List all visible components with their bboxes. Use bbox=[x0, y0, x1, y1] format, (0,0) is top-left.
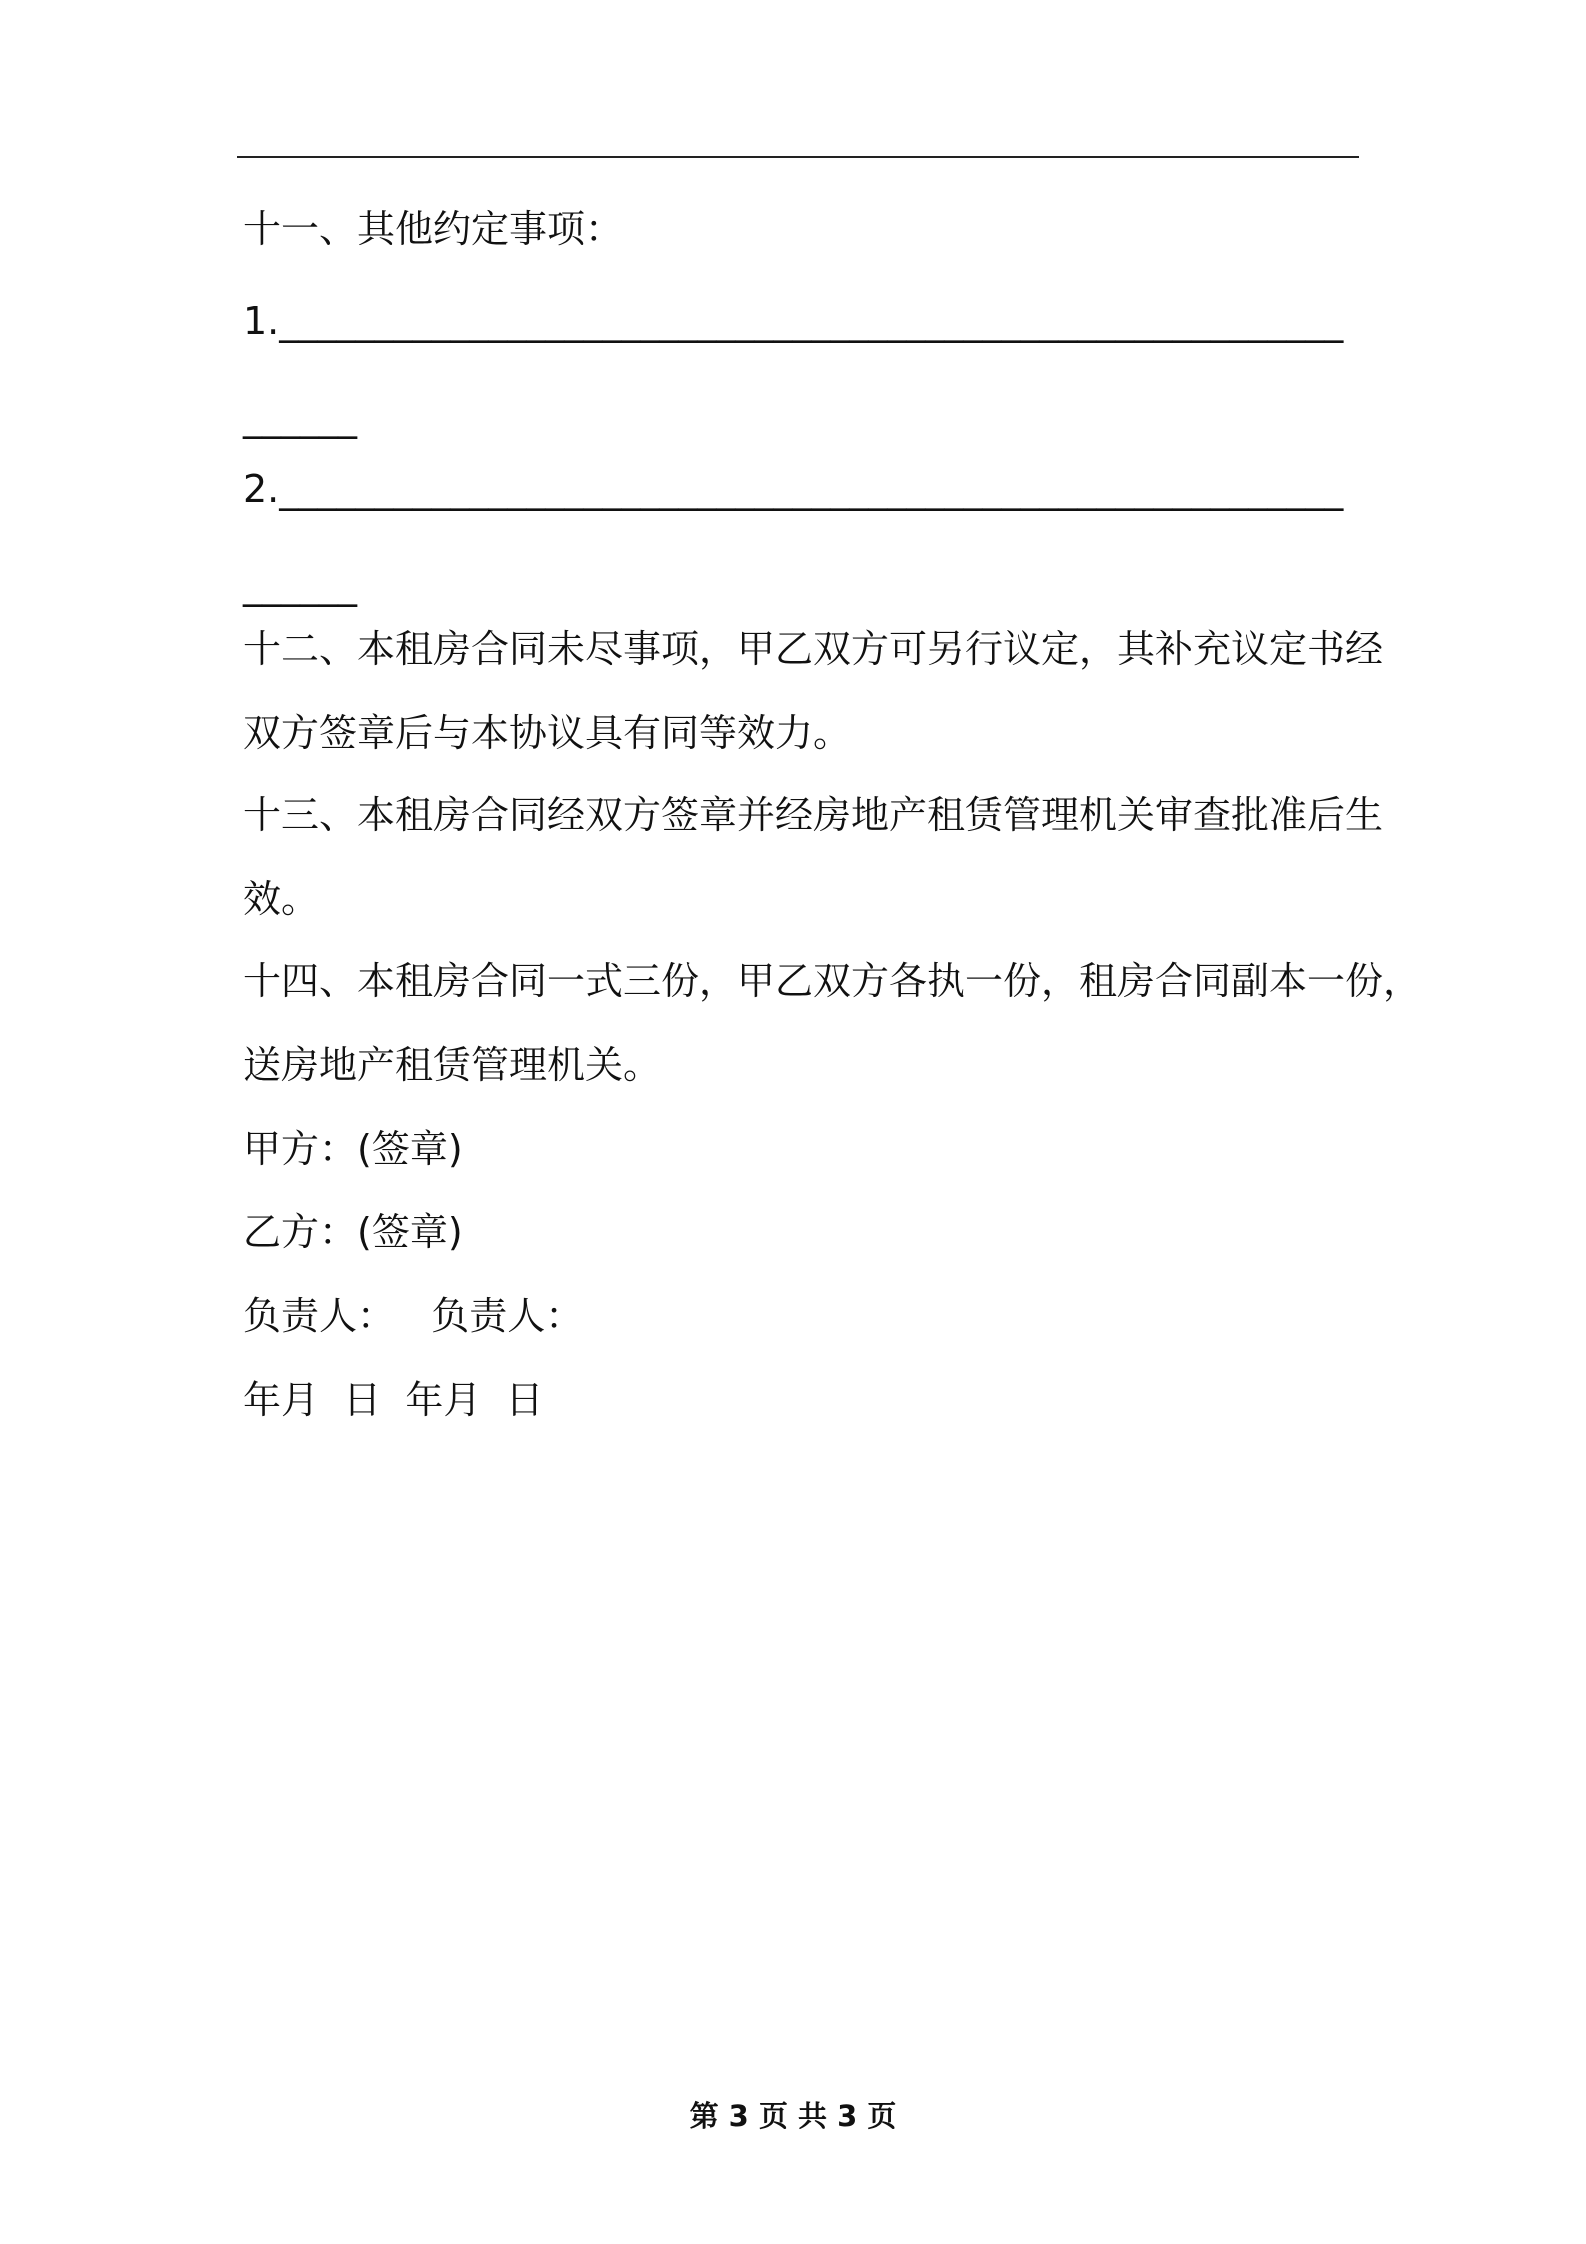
clause-12-line-1: 十二、本租房合同未尽事项，甲乙双方可另行议定，其补充议定书经 bbox=[243, 627, 1384, 671]
clause-12-line-2: 双方签章后与本协议具有同等效力。 bbox=[243, 711, 852, 755]
party-b-signature: 乙方：(签章) bbox=[243, 1210, 463, 1254]
page-number-footer: 第 3 页 共 3 页 bbox=[689, 2099, 897, 2133]
blank-item-1-continuation: ______ bbox=[243, 395, 357, 439]
blank-item-2-continuation: ______ bbox=[243, 563, 357, 607]
header-rule bbox=[237, 156, 1359, 158]
party-a-signature: 甲方：(签章) bbox=[243, 1127, 463, 1171]
clause-14-line-1: 十四、本租房合同一式三份，甲乙双方各执一份，租房合同副本一份， bbox=[243, 959, 1422, 1003]
clause-13-line-1: 十三、本租房合同经双方签章并经房地产租赁管理机关审查批准后生 bbox=[243, 793, 1384, 837]
signing-dates: 年月 日 年月 日 bbox=[243, 1378, 544, 1422]
clause-14-line-2: 送房地产租赁管理机关。 bbox=[243, 1043, 662, 1087]
responsible-persons: 负责人： 负责人： bbox=[243, 1294, 584, 1338]
clause-13-line-2: 效。 bbox=[243, 877, 320, 921]
blank-item-2: 2.________________________________________________________ bbox=[243, 467, 1344, 511]
blank-item-1: 1.________________________________________________________ bbox=[243, 299, 1344, 343]
clause-11-heading: 十一、其他约定事项： bbox=[243, 207, 624, 251]
